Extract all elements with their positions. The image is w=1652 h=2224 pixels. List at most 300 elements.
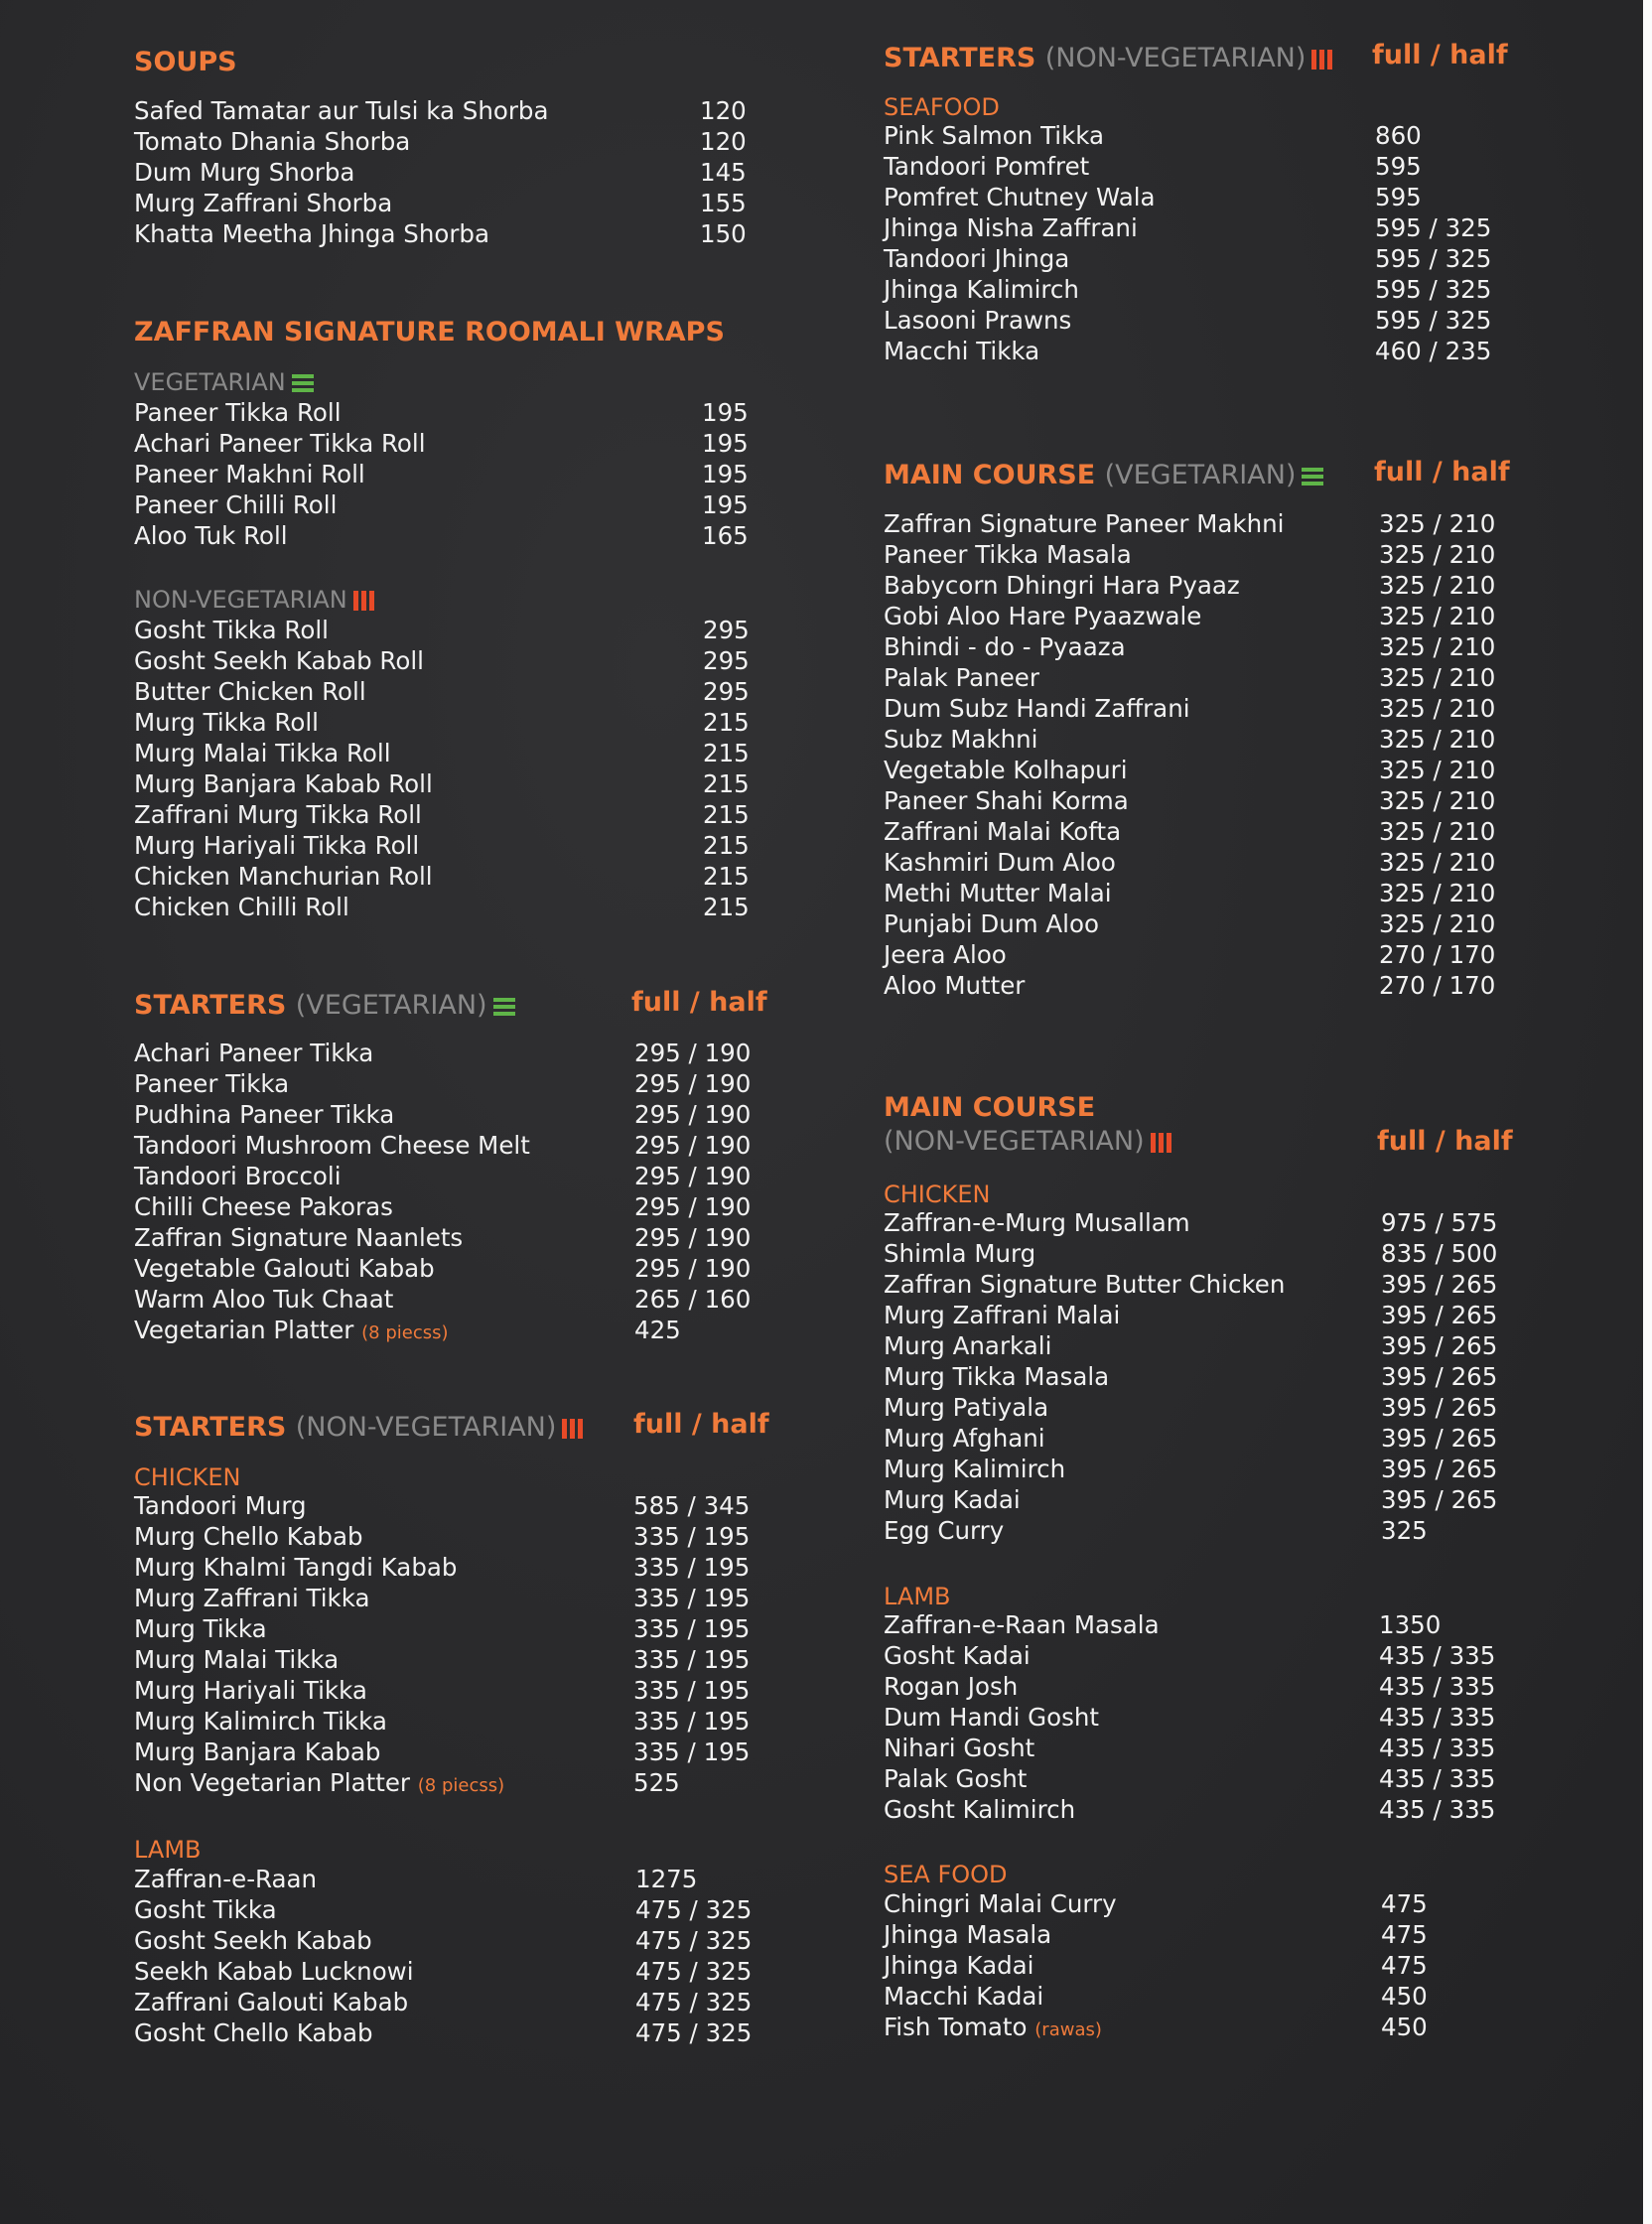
menu-item: [134, 1583, 769, 1613]
nonveg-mark-icon: [353, 591, 375, 611]
menu-item-name: [134, 2017, 373, 2048]
menu-item-price: 195: [702, 429, 749, 458]
menu-item: [134, 1099, 769, 1130]
menu-item: [884, 1454, 1519, 1484]
menu-item-price: 165: [702, 521, 749, 550]
section-title-wraps: ZAFFRAN SIGNATURE ROOMALI WRAPS: [134, 317, 725, 348]
menu-item-name: [884, 120, 1104, 151]
menu-item: [134, 799, 769, 830]
menu-item: [134, 861, 769, 892]
menu-item-price: 325 / 210: [1379, 663, 1496, 692]
menu-item-price: 835 / 500: [1381, 1239, 1498, 1268]
menu-item-price: 475: [1381, 1889, 1428, 1918]
menu-item: [134, 1737, 769, 1767]
menu-item-price: 475 / 325: [635, 2018, 753, 2047]
starters-seafood-note: (NON-VEGETARIAN): [1044, 43, 1307, 73]
menu-item-price: 155: [700, 189, 747, 217]
menu-item-name: [884, 1702, 1099, 1733]
menu-item-name-text: Tandoori Broccoli: [134, 1162, 342, 1190]
menu-item-name-text: Murg Kadai: [884, 1485, 1021, 1514]
menu-item: [884, 724, 1519, 755]
menu-item: [884, 693, 1519, 724]
menu-item-name: [884, 1794, 1075, 1825]
menu-item-name: [884, 631, 1126, 662]
menu-item-name: [134, 218, 489, 249]
menu-item-price: 395 / 265: [1381, 1393, 1498, 1422]
lamb-label: LAMB: [884, 1583, 951, 1610]
menu-item-name-text: Bhindi - do - Pyaaza: [884, 632, 1126, 661]
menu-item-name-text: Pomfret Chutney Wala: [884, 183, 1156, 211]
menu-item-price: 475 / 325: [635, 1957, 753, 1986]
menu-item: [884, 1950, 1519, 1981]
menu-item-name-text: Achari Paneer Tikka Roll: [134, 429, 426, 458]
menu-item-name: [884, 1515, 1004, 1546]
menu-item-name-text: Kashmiri Dum Aloo: [884, 848, 1116, 877]
menu-item-name-text: Paneer Tikka Masala: [884, 540, 1132, 569]
menu-item-price: 395 / 265: [1381, 1331, 1498, 1360]
nonveg-mark-icon: [1151, 1133, 1172, 1153]
menu-item-name: [134, 520, 288, 551]
menu-item: [884, 1671, 1519, 1702]
menu-item-name-text: Murg Zaffrani Malai: [884, 1301, 1121, 1329]
menu-item: [884, 336, 1519, 366]
full-half-header: full / half: [1372, 40, 1508, 70]
menu-item-price: 335 / 195: [633, 1676, 751, 1705]
menu-item: [134, 615, 769, 645]
menu-item: [884, 1269, 1519, 1300]
menu-item-name-text: Chicken Chilli Roll: [134, 893, 349, 921]
menu-item-name-text: Non Vegetarian Platter: [134, 1768, 410, 1797]
menu-item-name-text: Murg Banjara Kabab: [134, 1738, 381, 1766]
menu-item-name-text: Zaffrani Murg Tikka Roll: [134, 800, 422, 829]
menu-item: [884, 212, 1519, 243]
menu-item-name: [884, 1238, 1035, 1269]
menu-item: [134, 95, 769, 126]
menu-item: [884, 1763, 1519, 1794]
chicken-label: CHICKEN: [134, 1463, 241, 1491]
menu-item: [134, 645, 769, 676]
menu-item-name-text: Murg Tikka Masala: [884, 1362, 1110, 1391]
menu-item-name: [884, 508, 1284, 539]
full-half-header: full / half: [633, 1409, 769, 1440]
menu-item-price: 395 / 265: [1381, 1424, 1498, 1453]
menu-item-name-text: Jeera Aloo: [884, 940, 1007, 969]
section-note-main-nonveg: [884, 1123, 1172, 1161]
menu-item-name: [134, 1925, 372, 1956]
menu-item-price: 335 / 195: [633, 1584, 751, 1612]
chicken-label: CHICKEN: [884, 1181, 991, 1208]
menu-item-name: [884, 1423, 1045, 1454]
menu-item-name-text: Murg Anarkali: [884, 1331, 1052, 1360]
menu-item-price: 595: [1375, 183, 1422, 211]
menu-item-name: [134, 1490, 307, 1521]
menu-item: [134, 830, 769, 861]
menu-item-price: 335 / 195: [633, 1738, 751, 1766]
menu-item-name-text: Tandoori Murg: [134, 1491, 307, 1520]
veg-mark-icon: [292, 374, 314, 392]
menu-item-name: [884, 2012, 1102, 2045]
menu-item-name-text: Zaffran Signature Butter Chicken: [884, 1270, 1286, 1299]
menu-item-price: 325 / 210: [1379, 817, 1496, 846]
menu-item-price: 215: [703, 862, 750, 891]
menu-item-name-text: Safed Tamatar aur Tulsi ka Shorba: [134, 96, 549, 125]
menu-item: [884, 1640, 1519, 1671]
menu-item-name: [884, 785, 1129, 816]
menu-item-name-text: Zaffran-e-Raan Masala: [884, 1610, 1160, 1639]
menu-item: [134, 428, 769, 459]
menu-item: [134, 1191, 769, 1222]
menu-item: [884, 1981, 1519, 2012]
menu-item-name: [884, 336, 1039, 366]
menu-item-name: [134, 1552, 457, 1583]
menu-item-name: [884, 243, 1069, 274]
menu-item-name-text: Jhinga Nisha Zaffrani: [884, 213, 1138, 242]
menu-item-name: [884, 1454, 1065, 1484]
menu-item-name-text: Jhinga Kalimirch: [884, 275, 1079, 304]
section-title-main-nonveg: MAIN COURSE: [884, 1092, 1096, 1123]
menu-item-price: 295 / 190: [634, 1100, 752, 1129]
menu-item-name: [884, 939, 1007, 970]
menu-item-price: 120: [700, 127, 747, 156]
starters-seafood-title: STARTERS: [884, 43, 1036, 73]
menu-item-name: [134, 1315, 449, 1348]
menu-item-name-text: Murg Malai Tikka: [134, 1645, 340, 1674]
menu-item-price: 475 / 325: [635, 1988, 753, 2016]
menu-item-price: 435 / 335: [1379, 1734, 1496, 1762]
menu-item-name: [134, 768, 433, 799]
menu-item-price: 595 / 325: [1375, 244, 1492, 273]
menu-item-price: 150: [700, 219, 747, 248]
menu-item: [134, 1130, 769, 1161]
menu-item-price: 195: [702, 460, 749, 488]
menu-item-name: [884, 1300, 1120, 1330]
menu-item: [134, 1987, 769, 2017]
menu-item-name: [884, 1330, 1051, 1361]
menu-item-price: 1275: [635, 1865, 698, 1893]
menu-item-name: [884, 816, 1121, 847]
menu-item-price: 595 / 325: [1375, 213, 1492, 242]
menu-item: [884, 1361, 1519, 1392]
menu-item-price: 120: [700, 96, 747, 125]
menu-item-name: [134, 830, 419, 861]
seafood-label: SEA FOOD: [884, 1861, 1008, 1888]
menu-item: [134, 892, 769, 922]
menu-item: [134, 707, 769, 738]
menu-item-name-text: Egg Curry: [884, 1516, 1005, 1545]
menu-item: [134, 768, 769, 799]
menu-item-name-text: Pudhina Paneer Tikka: [134, 1100, 395, 1129]
menu-item: [884, 243, 1519, 274]
menu-item-name: [134, 157, 354, 188]
menu-item-name: [134, 645, 424, 676]
menu-item-name-text: Zaffran Signature Naanlets: [134, 1223, 464, 1252]
menu-item: [884, 755, 1519, 785]
menu-item-price: 395 / 265: [1381, 1485, 1498, 1514]
menu-item-name: [134, 1956, 414, 1987]
menu-item: [884, 1330, 1519, 1361]
menu-item: [134, 1222, 769, 1253]
menu-item-name: [134, 428, 426, 459]
veg-mark-icon: [1302, 468, 1323, 486]
menu-item-name-text: Dum Murg Shorba: [134, 158, 355, 187]
nonveg-mark-icon: [1311, 50, 1333, 70]
menu-item-name-text: Paneer Tikka Roll: [134, 398, 342, 427]
menu-item: [134, 397, 769, 428]
menu-item-price: 460 / 235: [1375, 337, 1492, 365]
menu-item-price: 435 / 335: [1379, 1703, 1496, 1732]
menu-item-name: [134, 892, 349, 922]
menu-item-name: [134, 707, 319, 738]
veg-label-text: VEGETARIAN: [134, 368, 286, 396]
menu-item-price: 265 / 160: [634, 1285, 752, 1314]
menu-item: [134, 1253, 769, 1284]
menu-item-name: [134, 1737, 380, 1767]
menu-item-price: 335 / 195: [633, 1522, 751, 1551]
menu-item-price: 325 / 210: [1379, 725, 1496, 754]
menu-item-name-text: Subz Makhni: [884, 725, 1038, 754]
menu-item-price: 475 / 325: [635, 1926, 753, 1955]
menu-item-name-text: Gobi Aloo Hare Pyaazwale: [884, 602, 1202, 630]
menu-item-price: 295: [703, 677, 750, 706]
menu-item-name: [134, 1284, 393, 1315]
menu-item-name-text: Murg Khalmi Tangdi Kabab: [134, 1553, 458, 1582]
lamb-label: LAMB: [134, 1836, 202, 1864]
seafood-label: SEAFOOD: [884, 93, 1000, 121]
menu-item-name-text: Gosht Tikka Roll: [134, 616, 329, 644]
menu-item-name: [134, 799, 422, 830]
menu-item-name-text: Gosht Kadai: [884, 1641, 1031, 1670]
menu-item: [884, 1238, 1519, 1269]
menu-item-price: 325 / 210: [1379, 879, 1496, 907]
menu-item: [134, 489, 769, 520]
menu-item: [884, 1515, 1519, 1546]
menu-item-name: [884, 182, 1156, 212]
menu-item-name: [134, 1253, 435, 1284]
section-title-soups: SOUPS: [134, 47, 237, 77]
menu-item-name-text: Butter Chicken Roll: [134, 677, 366, 706]
menu-item-name-text: Warm Aloo Tuk Chaat: [134, 1285, 394, 1314]
menu-item-price: 335 / 195: [633, 1614, 751, 1643]
menu-item: [134, 2017, 769, 2048]
menu-item: [884, 2012, 1519, 2042]
menu-item: [884, 601, 1519, 631]
menu-item-name: [134, 1521, 363, 1552]
wraps-nonveg-label: [134, 583, 375, 617]
menu-item-name: [134, 1161, 342, 1191]
menu-item-price: 195: [702, 490, 749, 519]
menu-item-name: [134, 95, 549, 126]
menu-item: [134, 1521, 769, 1552]
menu-item: [884, 939, 1519, 970]
menu-item-price: 215: [703, 800, 750, 829]
menu-item: [884, 508, 1519, 539]
menu-item-name: [884, 1763, 1027, 1794]
menu-item: [884, 570, 1519, 601]
menu-item-name-text: Vegetable Galouti Kabab: [134, 1254, 435, 1283]
menu-item-price: 295 / 190: [634, 1162, 752, 1190]
menu-item-price: 595: [1375, 152, 1422, 181]
menu-item: [884, 908, 1519, 939]
menu-item: [134, 520, 769, 551]
starters-nonveg-title: STARTERS: [134, 1412, 287, 1443]
menu-item-price: 195: [702, 398, 749, 427]
menu-item: [134, 126, 769, 157]
menu-item-name-text: Tandoori Jhinga: [884, 244, 1070, 273]
menu-item-price: 215: [703, 893, 750, 921]
menu-item-name: [884, 1392, 1048, 1423]
menu-item-name-text: Vegetarian Platter: [134, 1316, 354, 1344]
menu-item-price: 525: [633, 1768, 680, 1797]
menu-item-name: [884, 151, 1089, 182]
menu-item-name: [134, 676, 366, 707]
menu-item: [134, 1925, 769, 1956]
section-title-starters-veg: [134, 987, 515, 1025]
menu-item-name: [134, 126, 410, 157]
menu-item-name-text: Chicken Manchurian Roll: [134, 862, 433, 891]
menu-item: [884, 816, 1519, 847]
menu-item: [884, 1300, 1519, 1330]
menu-item: [134, 1644, 769, 1675]
menu-item-qualifier: (rawas): [1034, 2019, 1102, 2040]
menu-item-price: 450: [1381, 1982, 1428, 2011]
menu-item-name: [134, 1130, 530, 1161]
menu-item-name: [884, 693, 1190, 724]
menu-item-name-text: Murg Chello Kabab: [134, 1522, 363, 1551]
menu-item-name: [134, 615, 329, 645]
section-title-starters-nonveg: [134, 1409, 584, 1447]
menu-item-name-text: Palak Paneer: [884, 663, 1039, 692]
menu-item-price: 395 / 265: [1381, 1455, 1498, 1483]
menu-item-price: 475 / 325: [635, 1895, 753, 1924]
menu-item: [134, 459, 769, 489]
menu-item: [134, 1864, 769, 1894]
menu-item-name-text: Chingri Malai Curry: [884, 1889, 1117, 1918]
menu-item-price: 335 / 195: [633, 1707, 751, 1736]
menu-item: [884, 878, 1519, 908]
menu-item-price: 295 / 190: [634, 1039, 752, 1067]
menu-item-name-text: Gosht Chello Kabab: [134, 2018, 373, 2047]
menu-item-price: 215: [703, 739, 750, 767]
menu-item-name: [884, 1361, 1109, 1392]
menu-item-name: [134, 1675, 367, 1706]
menu-item-name-text: Murg Tikka: [134, 1614, 267, 1643]
menu-item: [134, 1767, 769, 1798]
menu-item-price: 395 / 265: [1381, 1301, 1498, 1329]
menu-item-price: 295 / 190: [634, 1192, 752, 1221]
menu-item-price: 1350: [1379, 1610, 1442, 1639]
menu-item: [134, 1161, 769, 1191]
menu-item-name: [134, 1191, 393, 1222]
menu-item-name: [134, 1894, 277, 1925]
menu-item-name: [884, 908, 1099, 939]
menu-item-price: 860: [1375, 121, 1422, 150]
menu-item: [134, 1038, 769, 1068]
menu-item: [884, 182, 1519, 212]
menu-item-name-text: Chilli Cheese Pakoras: [134, 1192, 393, 1221]
menu-item-name-text: Gosht Kalimirch: [884, 1795, 1076, 1824]
menu-item: [884, 1733, 1519, 1763]
menu-item-name-text: Rogan Josh: [884, 1672, 1019, 1701]
menu-item-name: [134, 459, 365, 489]
menu-item: [884, 1702, 1519, 1733]
menu-item-name: [884, 1950, 1033, 1981]
menu-item: [884, 1794, 1519, 1825]
menu-item-price: 270 / 170: [1379, 971, 1496, 1000]
menu-item-name: [884, 1269, 1285, 1300]
menu-item-name: [134, 1864, 317, 1894]
menu-item: [884, 1207, 1519, 1238]
menu-item-price: 325 / 210: [1379, 632, 1496, 661]
nonveg-label-text: NON-VEGETARIAN: [134, 586, 347, 614]
menu-item-name: [884, 212, 1138, 243]
menu-item-name-text: Methi Mutter Malai: [884, 879, 1112, 907]
section-title-starters-seafood: [884, 40, 1333, 77]
menu-item-name-text: Paneer Chilli Roll: [134, 490, 338, 519]
menu-item: [884, 847, 1519, 878]
main-veg-title: MAIN COURSE: [884, 460, 1096, 490]
menu-item-name-text: Palak Gosht: [884, 1764, 1028, 1793]
menu-item-name: [134, 1068, 289, 1099]
menu-item: [134, 1315, 769, 1345]
menu-item-name-text: Aloo Tuk Roll: [134, 521, 288, 550]
menu-item-name-text: Macchi Tikka: [884, 337, 1040, 365]
menu-item-name: [134, 861, 433, 892]
menu-item: [134, 1068, 769, 1099]
menu-item-price: 325 / 210: [1379, 694, 1496, 723]
menu-item-price: 295 / 190: [634, 1069, 752, 1098]
menu-item-name-text: Fish Tomato: [884, 2013, 1028, 2041]
menu-item: [884, 1609, 1519, 1640]
menu-item: [134, 1706, 769, 1737]
menu-item-name-text: Lasooni Prawns: [884, 306, 1072, 335]
full-half-header: full / half: [1377, 1126, 1513, 1157]
menu-item: [884, 1888, 1519, 1919]
menu-item-name-text: Macchi Kadai: [884, 1982, 1044, 2011]
menu-item-price: 295: [703, 646, 750, 675]
menu-item: [134, 738, 769, 768]
menu-item-price: 395 / 265: [1381, 1362, 1498, 1391]
full-half-header: full / half: [1374, 457, 1510, 487]
menu-item-price: 335 / 195: [633, 1553, 751, 1582]
menu-item-name: [884, 755, 1128, 785]
menu-item-price: 435 / 335: [1379, 1641, 1496, 1670]
menu-item-name: [134, 738, 391, 768]
menu-item-name-text: Murg Zaffrani Shorba: [134, 189, 393, 217]
menu-item: [134, 1490, 769, 1521]
menu-item-name-text: Pink Salmon Tikka: [884, 121, 1105, 150]
menu-item: [884, 970, 1519, 1001]
menu-item-name-text: Tandoori Pomfret: [884, 152, 1090, 181]
menu-item: [134, 188, 769, 218]
menu-item-name: [134, 489, 337, 520]
menu-item-name-text: Punjabi Dum Aloo: [884, 909, 1099, 938]
menu-item-price: 475: [1381, 1920, 1428, 1949]
menu-item-name: [134, 1706, 387, 1737]
menu-item-price: 325 / 210: [1379, 786, 1496, 815]
menu-item-name: [134, 1099, 394, 1130]
menu-item-qualifier: (8 piecss): [417, 1775, 505, 1796]
menu-item: [884, 1392, 1519, 1423]
menu-item-name-text: Zaffran-e-Murg Musallam: [884, 1208, 1190, 1237]
menu-item-name-text: Paneer Tikka: [134, 1069, 290, 1098]
veg-mark-icon: [493, 998, 515, 1016]
menu-item-price: 145: [700, 158, 747, 187]
menu-item-name: [134, 1613, 267, 1644]
menu-item-name: [884, 1733, 1034, 1763]
section-title-main-veg: [884, 457, 1323, 494]
menu-item: [884, 539, 1519, 570]
menu-item-price: 295 / 190: [634, 1131, 752, 1160]
